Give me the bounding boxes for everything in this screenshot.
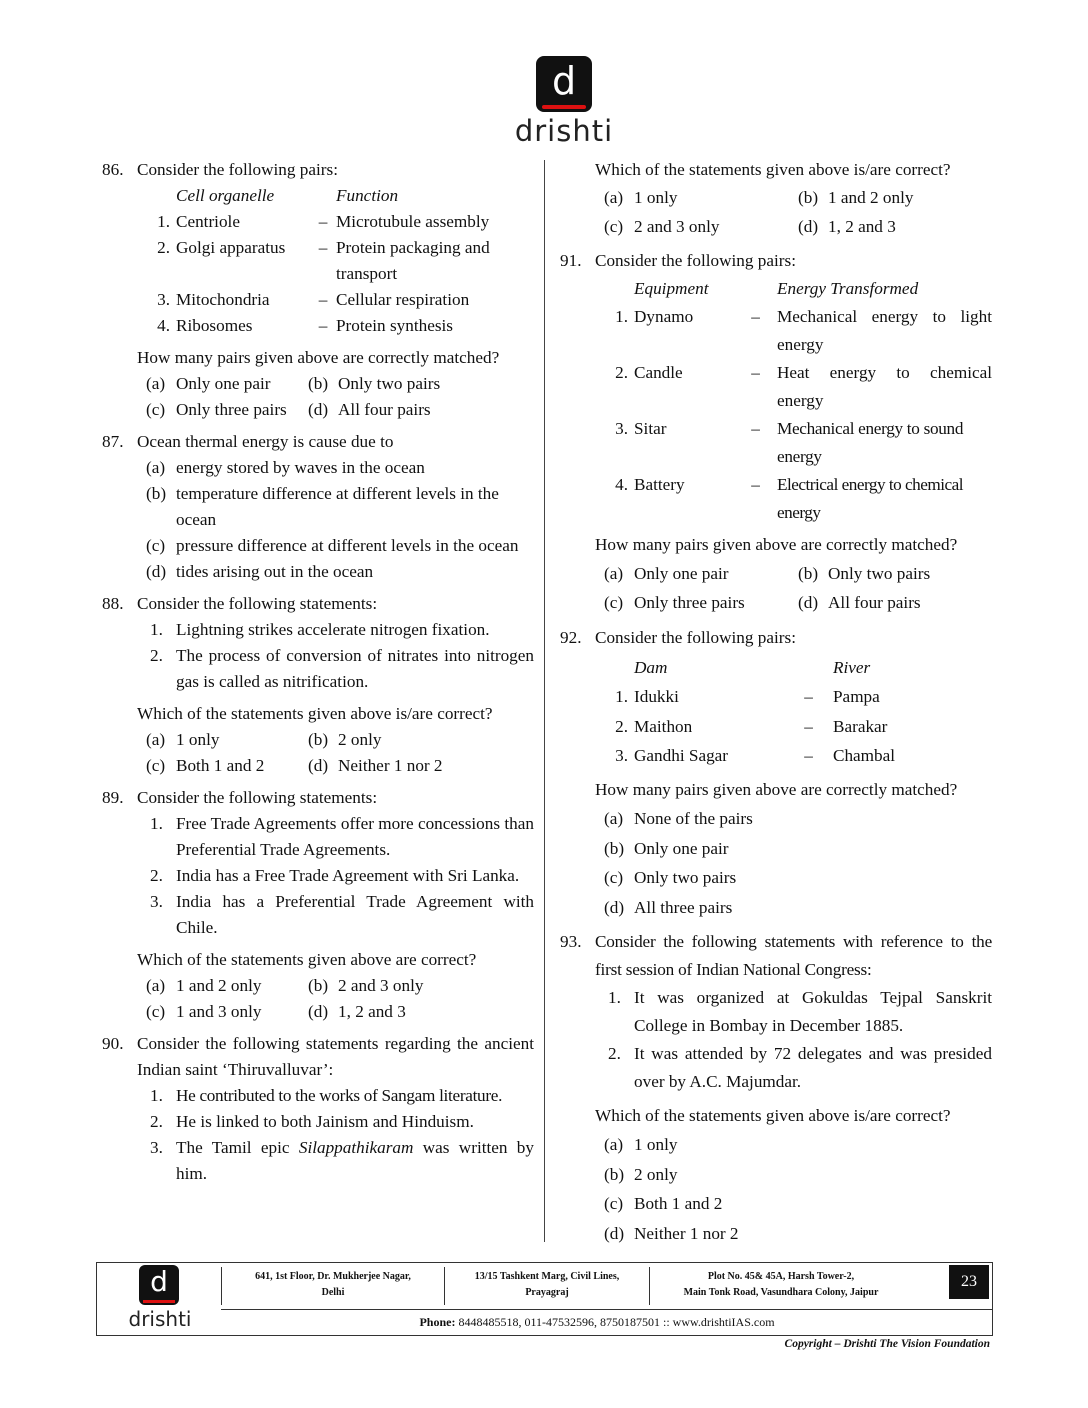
pair-row: 1. Centriole – Microtubule assembly [157, 212, 490, 231]
option-a[interactable]: (a) 1 and 2 only [146, 976, 262, 995]
column-divider [544, 160, 545, 1242]
question-number: 90. [102, 1034, 124, 1053]
question-stem: Ocean thermal energy is cause due to [137, 432, 394, 451]
statement: 3. The Tamil epic Silappathikaram was written by him. [150, 1138, 534, 1183]
option-d[interactable]: (d) tides arising out in the ocean [146, 562, 374, 581]
footer-logo-wordmark: drishti [128, 1307, 192, 1331]
option-b[interactable]: (b) Only one pair [604, 838, 729, 858]
pair-row: 4. Battery – Electrical energy to chemical energy [615, 475, 964, 522]
question-stem: Consider the following statements: [137, 594, 378, 613]
question-number: 86. [102, 160, 124, 179]
column-heading: Energy Transformed [777, 279, 919, 298]
question-prompt: Which of the statements given above is/are correct? [137, 704, 493, 723]
column-heading: Function [336, 186, 399, 205]
logo-letter: d [150, 1265, 168, 1298]
option-c[interactable]: (c) Only three pairs [146, 400, 287, 419]
option-a[interactable]: (a) energy stored by waves in the ocean [146, 458, 425, 477]
option-b[interactable]: (b) temperature difference at different levels in the ocean [146, 484, 499, 529]
pair-row: 3. Sitar – Mechanical energy to sound energy [615, 419, 964, 466]
option-b[interactable]: (b) 1 and 2 only [798, 188, 914, 207]
option-a[interactable]: (a) 1 only [604, 188, 678, 207]
question-prompt: How many pairs given above are correctly matched? [137, 348, 500, 367]
option-a[interactable]: (a) Only one pair [146, 374, 271, 393]
question-number: 88. [102, 594, 124, 613]
question-prompt: Which of the statements given above is/are correct? [595, 160, 951, 179]
column-heading: Cell organelle [176, 186, 275, 205]
question-87 [102, 429, 534, 585]
question-90-continued [560, 157, 992, 241]
column-heading: Dam [634, 657, 668, 677]
option-c[interactable]: (c) pressure difference at different levels in the ocean [146, 536, 519, 555]
question-stem: Consider the following pairs: [137, 160, 338, 179]
pair-row: 2. Candle – Heat energy to chemical energy [615, 363, 992, 410]
question-number: 92. [560, 628, 582, 647]
statement: 1. He contributed to the works of Sangam literature. [150, 1086, 503, 1105]
pair-row: 1. Idukki – Pampa [615, 687, 880, 706]
question-92 [560, 623, 992, 922]
statement: 2. India has a Free Trade Agreement with Sri Lanka. [150, 866, 520, 885]
address-prayagraj: 13/15 Tashkent Marg, Civil Lines, Prayagraj [474, 1271, 620, 1298]
option-c[interactable]: (c) 2 and 3 only [604, 217, 720, 236]
footer-rule [221, 1309, 992, 1310]
question-stem: Consider the following statements with reference to the first session of Indian National Congress: [595, 932, 992, 979]
statement: 1. Lightning strikes accelerate nitrogen fixation. [150, 620, 490, 639]
address-jaipur: Plot No. 45& 45A, Harsh Tower-2, Main Tonk Road, Vasundhara Colony, Jaipur [683, 1271, 879, 1298]
footer-divider [221, 1267, 222, 1305]
statement: 2. It was attended by 72 delegates and was presided over by A.C. Majumdar. [608, 1044, 992, 1091]
statement: 2. The process of conversion of nitrates into nitrogen gas is called as nitrification. [150, 646, 534, 691]
left-column [102, 157, 534, 1193]
option-d[interactable]: (d) 1, 2 and 3 [308, 1002, 406, 1021]
option-c[interactable]: (c) 1 and 3 only [146, 1002, 262, 1021]
option-d[interactable]: (d) Neither 1 nor 2 [604, 1223, 739, 1243]
option-a[interactable]: (a) 1 only [604, 1135, 678, 1154]
option-d[interactable]: (d) All four pairs [798, 593, 921, 612]
footer-divider [649, 1267, 650, 1305]
options [560, 183, 992, 241]
options [102, 371, 534, 423]
logo-red-bar [143, 1300, 175, 1303]
question-stem: Consider the following pairs: [595, 628, 796, 647]
option-a[interactable]: (a) 1 only [146, 730, 220, 749]
question-number: 89. [102, 788, 124, 807]
column-heading: River [833, 657, 871, 677]
footer-divider [444, 1267, 445, 1305]
options [102, 727, 534, 779]
option-d[interactable]: (d) All three pairs [604, 897, 733, 917]
option-c[interactable]: (c) Both 1 and 2 [604, 1194, 723, 1213]
pair-row: 4. Ribosomes – Protein synthesis [157, 316, 453, 335]
address-delhi: 641, 1st Floor, Dr. Mukherjee Nagar, Delhi [255, 1271, 411, 1298]
option-d[interactable]: (d) 1, 2 and 3 [798, 217, 896, 236]
question-number: 93. [560, 932, 582, 951]
pair-row: 1. Dynamo – Mechanical energy to light energy [615, 307, 992, 354]
question-number: 87. [102, 432, 124, 451]
footer [96, 1262, 993, 1336]
pair-row: 3. Mitochondria – Cellular respiration [157, 290, 470, 309]
pair-row: 2. Golgi apparatus – Protein packaging and transport [157, 238, 490, 283]
statement: 1. Free Trade Agreements offer more concessions than Preferential Trade Agreements. [150, 814, 534, 859]
option-d[interactable]: (d) All four pairs [308, 400, 431, 419]
option-c[interactable]: (c) Only two pairs [604, 868, 737, 887]
question-number: 91. [560, 251, 582, 270]
option-c[interactable]: (c) Only three pairs [604, 593, 745, 612]
question-stem: Consider the following statements regarding the ancient Indian saint ‘Thiruvalluvar’: [137, 1034, 534, 1079]
drishti-logo-icon [536, 56, 592, 112]
copyright: Copyright – Drishti The Vision Foundation [784, 1338, 990, 1350]
options [560, 559, 992, 617]
question-89 [102, 785, 534, 1025]
drishti-logo-icon [139, 1265, 179, 1305]
logo-red-bar [542, 105, 586, 109]
question-prompt: Which of the statements given above is/are correct? [595, 1106, 951, 1125]
pair-row: 3. Gandhi Sagar – Chambal [615, 746, 896, 765]
option-b[interactable]: (b) 2 and 3 only [308, 976, 424, 995]
epic-title: Silappathikaram [298, 1138, 414, 1157]
logo-letter: d [551, 59, 577, 103]
question-86 [102, 157, 534, 423]
page-number: 23 [949, 1265, 989, 1299]
option-a[interactable]: (a) Only one pair [604, 564, 729, 583]
statement: 2. He is linked to both Jainism and Hinduism. [150, 1112, 474, 1131]
pair-row: 2. Maithon – Barakar [615, 716, 888, 736]
option-b[interactable]: (b) 2 only [604, 1164, 678, 1184]
footer-contact: Phone: 8448485518, 011-47532596, 8750187501 :: www.drishtiIAS.com [419, 1315, 775, 1329]
option-b[interactable]: (b) Only two pairs [308, 374, 441, 393]
question-prompt: How many pairs given above are correctly matched? [595, 535, 958, 554]
option-b[interactable]: (b) 2 only [308, 730, 382, 749]
question-90 [102, 1031, 534, 1187]
option-c[interactable]: (c) Both 1 and 2 [146, 756, 265, 775]
option-b[interactable]: (b) Only two pairs [798, 564, 931, 583]
logo-wordmark: drishti [514, 114, 614, 148]
statement: 1. It was organized at Gokuldas Tejpal Sanskrit College in Bombay in December 1885. [608, 988, 992, 1035]
column-heading: Equipment [634, 279, 709, 298]
question-prompt: Which of the statements given above are correct? [137, 950, 477, 969]
option-d[interactable]: (d) Neither 1 nor 2 [308, 756, 443, 775]
right-column [560, 157, 992, 1254]
question-stem: Consider the following pairs: [595, 251, 796, 270]
question-91 [560, 247, 992, 617]
option-a[interactable]: (a) None of the pairs [604, 809, 753, 828]
statement: 3. India has a Preferential Trade Agreement with Chile. [150, 892, 534, 937]
question-93 [560, 928, 992, 1248]
question-prompt: How many pairs given above are correctly matched? [595, 779, 958, 799]
question-88 [102, 591, 534, 779]
question-stem: Consider the following statements: [137, 788, 378, 807]
options [102, 973, 534, 1025]
